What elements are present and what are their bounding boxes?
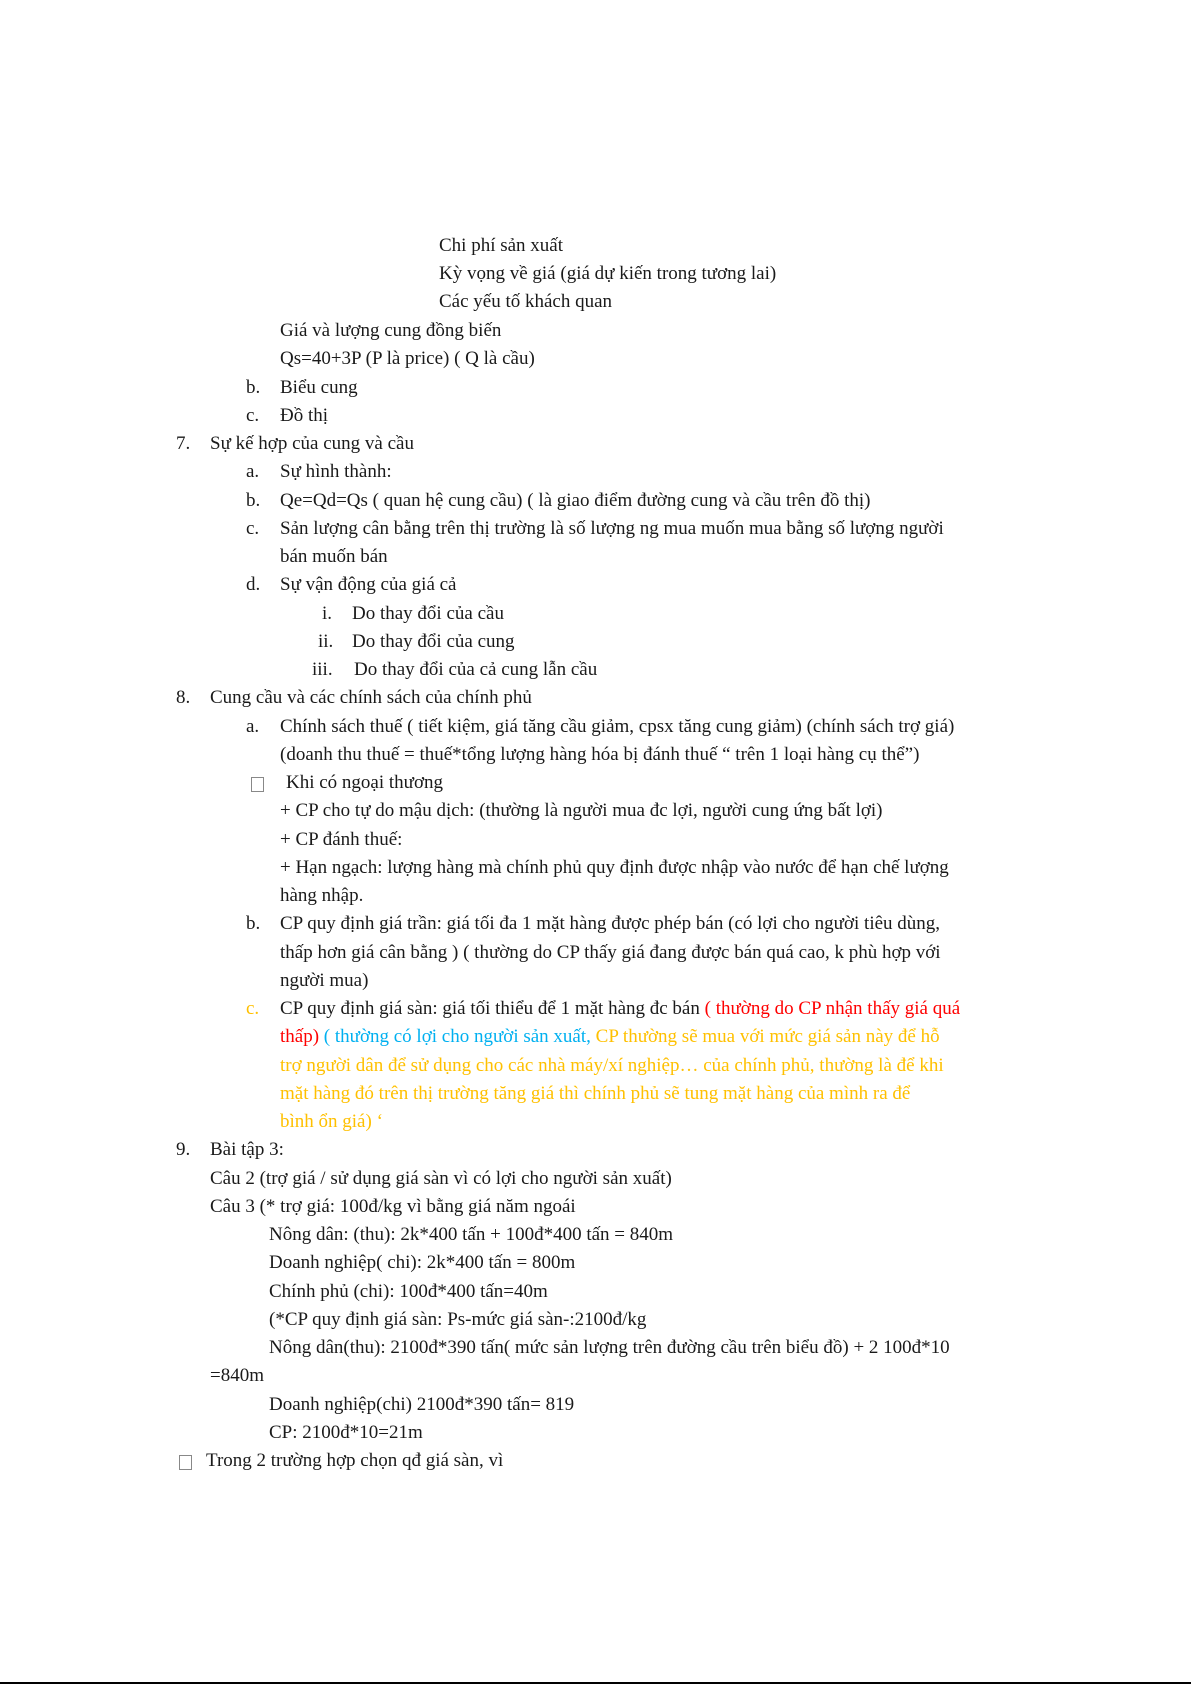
list-marker: a.: [246, 461, 260, 482]
price-floor-line: [280, 1026, 940, 1048]
conclusion: Trong 2 trường hợp chọn qđ giá sàn, vì: [206, 1450, 504, 1471]
supply-factor: Chi phí sản xuất: [439, 235, 564, 256]
list-marker: c.: [246, 518, 260, 539]
sub-item: Do thay đổi của cầu: [352, 603, 504, 624]
price-floor-line: bình ổn giá) ‘: [280, 1111, 383, 1132]
trade-line: + Hạn ngạch: lượng hàng mà chính phủ quy định được nhập vào nước để hạn chế lượng: [280, 857, 949, 878]
trade-line: hàng nhập.: [280, 885, 364, 906]
list-marker: b.: [246, 377, 261, 398]
trade-line: + CP cho tự do mậu dịch: (thường là người mua đc lợi, người cung ứng bất lợi): [280, 800, 883, 821]
list-item-cont: người mua): [280, 970, 369, 991]
price-floor-red: thấp): [280, 1026, 320, 1047]
list-item-cont: (doanh thu thuế = thuế*tổng lượng hàng hóa bị đánh thuế “ trên 1 loại hàng cụ thể”): [280, 744, 920, 765]
calc-line-wrap: =840m: [210, 1365, 264, 1386]
price-floor-line: trợ người dân để sử dụng cho các nhà máy/xí nghiệp… của chính phủ, thường là để khi: [280, 1055, 944, 1076]
price-floor-text: CP quy định giá sàn: giá tối thiểu để 1 mặt hàng đc bán: [280, 998, 705, 1019]
list-item-cont: thấp hơn giá cân bằng ) ( thường do CP thấy giá đang được bán quá cao, k phù hợp với: [280, 942, 941, 963]
price-floor-orange: CP thường sẽ mua với mức giá sản này để hỗ: [590, 1026, 940, 1047]
price-floor-line: mặt hàng đó trên thị trường tăng giá thì chính phủ sẽ tung mặt hàng của mình ra để: [280, 1083, 911, 1104]
section-number: 8.: [176, 687, 191, 708]
section-number: 9.: [176, 1139, 191, 1160]
calc-line: Nông dân(thu): 2100đ*390 tấn( mức sản lượng trên đường cầu trên biểu đồ) + 2 100đ*10: [269, 1337, 950, 1358]
list-marker: b.: [246, 490, 261, 511]
list-item: Biểu cung: [280, 377, 358, 398]
list-item: Sự hình thành:: [280, 461, 392, 482]
trade-line: + CP đánh thuế:: [280, 829, 403, 850]
list-item: Qe=Qd=Qs ( quan hệ cung cầu) ( là giao điểm đường cung và cầu trên đồ thị): [280, 490, 871, 511]
section-title: Cung cầu và các chính sách của chính phủ: [210, 687, 532, 708]
checkbox-icon: [251, 777, 264, 792]
supply-note: Qs=40+3P (P là price) ( Q là cầu): [280, 348, 535, 369]
price-floor-blue: ( thường có lợi cho người sản xuất,: [319, 1026, 591, 1047]
calc-line: Doanh nghiệp( chi): 2k*400 tấn = 800m: [269, 1252, 576, 1273]
list-item: Đồ thị: [280, 405, 329, 426]
checkbox-icon: [179, 1455, 192, 1470]
list-item: Sản lượng cân bằng trên thị trường là số lượng ng mua muốn mua bằng số lượng người: [280, 518, 944, 539]
calc-line: (*CP quy định giá sàn: Ps-mức giá sàn-:2100đ/kg: [269, 1309, 647, 1330]
calc-line: Nông dân: (thu): 2k*400 tấn + 100đ*400 tấn = 840m: [269, 1224, 674, 1245]
supply-note: Giá và lượng cung đồng biến: [280, 320, 502, 341]
list-item: Sự vận động của giá cả: [280, 574, 457, 595]
trade-heading: Khi có ngoại thương: [286, 772, 444, 793]
section-number: 7.: [176, 433, 191, 454]
page-bottom-rule: [0, 1682, 1191, 1684]
sub-item: Do thay đổi của cung: [352, 631, 515, 652]
exercise-line: Câu 2 (trợ giá / sử dụng giá sàn vì có lợi cho người sản xuất): [210, 1168, 672, 1189]
roman-marker: i.: [322, 603, 333, 624]
list-marker: c.: [246, 998, 260, 1019]
calc-line: Chính phủ (chi): 100đ*400 tấn=40m: [269, 1281, 548, 1302]
calc-line: Doanh nghiệp(chi) 2100đ*390 tấn= 819: [269, 1394, 575, 1415]
list-marker: a.: [246, 716, 260, 737]
exercise-line: Câu 3 (* trợ giá: 100đ/kg vì bằng giá năm ngoái: [210, 1196, 576, 1217]
sub-item: Do thay đổi của cả cung lẫn cầu: [354, 659, 598, 680]
roman-marker: ii.: [318, 631, 334, 652]
calc-line: CP: 2100đ*10=21m: [269, 1422, 423, 1443]
list-marker: b.: [246, 913, 261, 934]
list-item-cont: bán muốn bán: [280, 546, 388, 567]
price-floor-red: ( thường do CP nhận thấy giá quá: [704, 998, 961, 1019]
section-title: Sự kế hợp của cung và cầu: [210, 433, 414, 454]
list-item: Chính sách thuế ( tiết kiệm, giá tăng cầu giảm, cpsx tăng cung giảm) (chính sách trợ giá): [280, 716, 955, 737]
list-marker: c.: [246, 405, 260, 426]
list-item: CP quy định giá trần: giá tối đa 1 mặt hàng được phép bán (có lợi cho người tiêu dùng,: [280, 913, 941, 934]
supply-factor: Các yếu tố khách quan: [439, 291, 613, 312]
roman-marker: iii.: [312, 659, 333, 680]
price-floor-line: [280, 998, 960, 1020]
section-title: Bài tập 3:: [210, 1139, 284, 1160]
supply-factor: Kỳ vọng về giá (giá dự kiến trong tương lai): [439, 263, 777, 284]
list-marker: d.: [246, 574, 261, 595]
